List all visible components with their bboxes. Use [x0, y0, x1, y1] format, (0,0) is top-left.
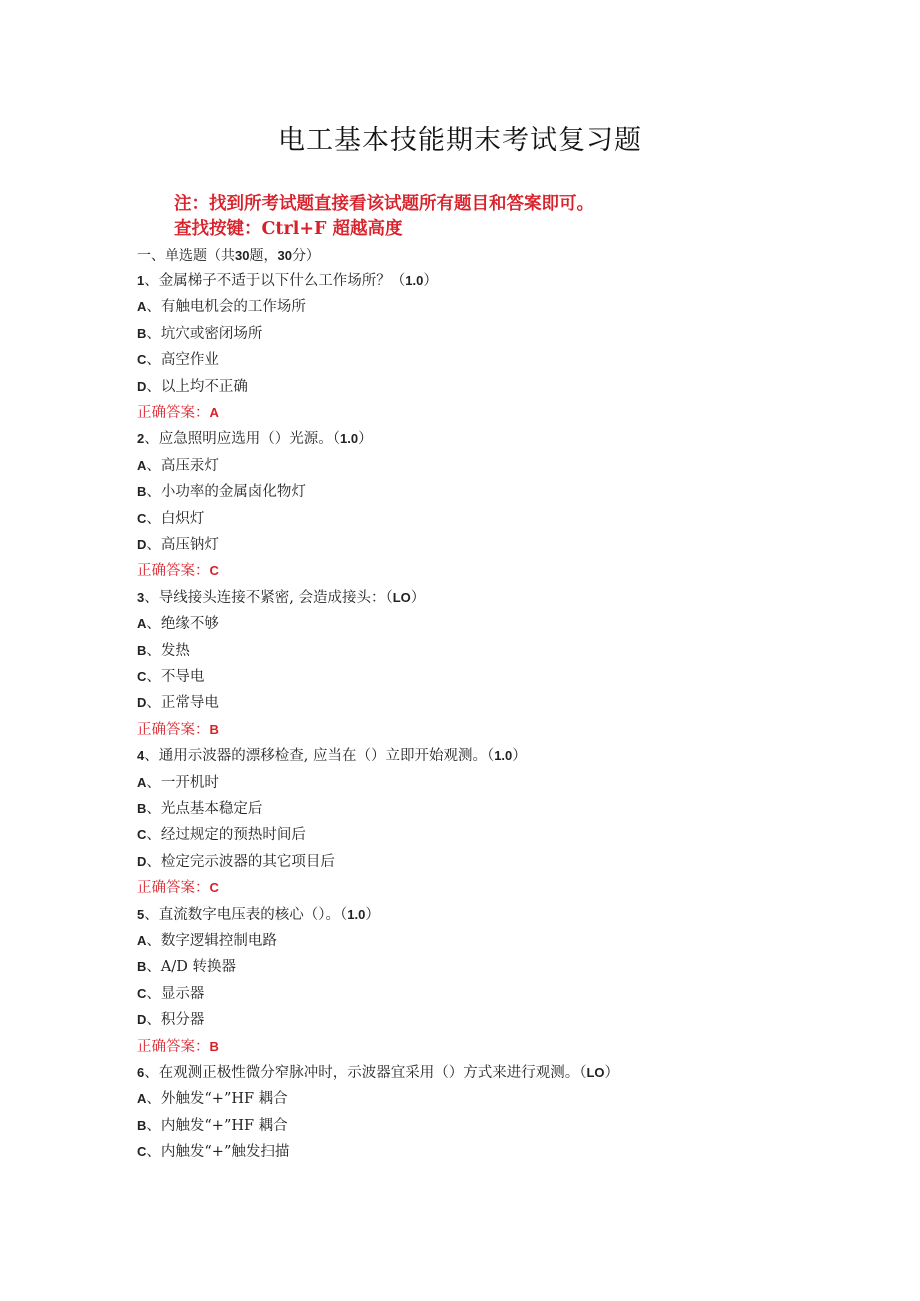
option-d: D、正常导电 [137, 695, 219, 712]
option-text: 有触电机会的工作场所 [160, 299, 306, 316]
question-separator: 、 [144, 273, 159, 289]
answer-label: 正确答案： [137, 1038, 210, 1055]
section-prefix: 一、单选题（共 [137, 248, 235, 264]
option-c: C、显示器 [137, 985, 205, 1002]
option-text: 发热 [160, 642, 190, 659]
section-middle: 题， [249, 248, 278, 264]
option-c: C、高空作业 [137, 352, 219, 369]
question-score: （LO） [579, 1065, 620, 1081]
option-letter: C [137, 669, 147, 684]
option-letter: A [137, 933, 147, 948]
question-text: 金属梯子不适于以下什么工作场所？ [158, 273, 391, 289]
option-c: C、不导电 [137, 669, 205, 685]
question-score: （1.0） [339, 906, 380, 923]
option-b: B、内触发“+”HF 耦合 [137, 1117, 288, 1134]
option-a: A、高压汞灯 [137, 457, 219, 474]
section-suffix: 分） [291, 248, 320, 264]
option-letter: C [137, 985, 147, 1001]
question-text: 直流数字电压表的核心（）。 [158, 906, 340, 923]
question-stem [137, 589, 425, 607]
option-letter: C [137, 352, 147, 368]
option-letter: D [137, 378, 147, 394]
correct-answer [137, 721, 219, 739]
answer-value: A [209, 405, 219, 420]
question-text: 导线接头连接不紧密, 会造成接头： [158, 589, 386, 606]
option-letter: B [137, 642, 147, 658]
page-title: 电工基本技能期末考试复习题 [278, 125, 642, 156]
option-text: 显示器 [160, 985, 205, 1002]
answer-value: C [209, 563, 219, 579]
answer-value: C [209, 880, 219, 896]
question-score: （1.0） [390, 273, 438, 289]
option-text: 一开机时 [160, 774, 219, 791]
option-letter: B [137, 801, 147, 816]
note-instruction: 注：找到所考试题直接看该试题所有题目和答案即可。 [174, 194, 594, 214]
option-letter: B [137, 484, 147, 500]
option-c: C、白炽灯 [137, 510, 205, 527]
option-letter: B [137, 959, 147, 975]
option-letter: D [137, 695, 147, 711]
question-separator: 、 [144, 431, 159, 448]
correct-answer [137, 562, 219, 580]
option-text: 小功率的金属卤化物灯 [160, 484, 306, 501]
question-number: 1 [137, 273, 145, 288]
question-separator: 、 [144, 906, 159, 923]
option-text: 以上均不正确 [160, 378, 248, 395]
option-letter: B [137, 1117, 147, 1133]
question-text: 在观测正极性微分窄脉冲时，示波器宜采用（）方式来进行观测。 [158, 1065, 580, 1081]
question-stem [137, 1064, 619, 1082]
correct-answer [137, 404, 219, 422]
option-text: 内触发“+”触发扫描 [160, 1144, 290, 1161]
option-text: 不导电 [160, 669, 205, 685]
question-stem [137, 747, 527, 765]
question-stem [137, 906, 380, 924]
section-score: 30 [277, 248, 292, 263]
answer-label: 正确答案： [137, 880, 210, 897]
option-b: B、发热 [137, 642, 190, 659]
question-score: （1.0） [486, 748, 527, 765]
option-a: A、数字逻辑控制电路 [137, 933, 277, 949]
question-number: 4 [137, 748, 145, 764]
option-text: 绝缘不够 [160, 616, 219, 633]
option-text: 正常导电 [160, 695, 219, 712]
option-text: A/D 转换器 [160, 959, 236, 976]
question-number: 6 [137, 1065, 145, 1080]
section-count: 30 [235, 248, 250, 263]
option-letter: C [137, 1144, 147, 1160]
option-text: 坑穴或密闭场所 [160, 325, 263, 342]
option-letter: D [137, 537, 147, 552]
answer-value: B [209, 721, 219, 737]
option-text: 数字逻辑控制电路 [160, 933, 277, 949]
option-letter: A [137, 616, 147, 632]
option-letter: A [137, 774, 147, 790]
question-stem [137, 272, 438, 290]
question-number: 2 [137, 431, 145, 447]
option-text: 外触发“+”HF 耦合 [160, 1091, 288, 1108]
option-letter: B [137, 325, 147, 341]
option-text: 白炽灯 [160, 510, 205, 527]
option-a: A、有触电机会的工作场所 [137, 299, 306, 316]
note-search-hint: 查找按键：Ctrl+F 超越高度 [174, 219, 403, 239]
question-score: （1.0） [332, 431, 373, 448]
option-letter: C [137, 827, 147, 843]
option-c: C、内触发“+”触发扫描 [137, 1144, 290, 1161]
question-stem [137, 430, 373, 448]
option-d: D、积分器 [137, 1012, 205, 1029]
option-letter: A [137, 457, 147, 473]
option-text: 高压汞灯 [160, 457, 219, 474]
option-text: 检定完示波器的其它项目后 [160, 853, 335, 870]
question-score: （LO） [385, 589, 426, 606]
option-d: D、高压钠灯 [137, 537, 219, 553]
answer-label: 正确答案： [137, 563, 210, 580]
answer-label: 正确答案： [137, 721, 210, 738]
question-number: 5 [137, 906, 145, 922]
correct-answer [137, 879, 219, 897]
option-c: C、经过规定的预热时间后 [137, 827, 306, 844]
section-heading [137, 245, 320, 265]
option-text: 高空作业 [160, 352, 219, 369]
option-text: 经过规定的预热时间后 [160, 827, 306, 844]
option-letter: D [137, 1012, 147, 1028]
option-a: A、外触发“+”HF 耦合 [137, 1091, 288, 1108]
answer-label: 正确答案： [137, 405, 210, 421]
option-letter: C [137, 510, 147, 526]
option-letter: D [137, 853, 147, 869]
option-letter: A [137, 299, 147, 315]
question-text: 通用示波器的漂移检查, 应当在（）立即开始观测。 [158, 748, 487, 765]
answer-value: B [209, 1038, 219, 1054]
option-text: 光点基本稳定后 [160, 801, 263, 817]
correct-answer [137, 1038, 219, 1056]
option-text: 积分器 [160, 1012, 205, 1029]
option-d: D、检定完示波器的其它项目后 [137, 853, 335, 870]
option-b: B、A/D 转换器 [137, 959, 236, 976]
option-letter: A [137, 1091, 147, 1107]
question-separator: 、 [144, 589, 159, 606]
option-a: A、一开机时 [137, 774, 219, 791]
option-b: B、光点基本稳定后 [137, 801, 263, 817]
option-text: 高压钠灯 [160, 537, 219, 553]
question-text: 应急照明应选用（）光源。 [158, 431, 333, 448]
question-separator: 、 [144, 1065, 159, 1081]
option-b: B、小功率的金属卤化物灯 [137, 484, 306, 501]
option-text: 内触发“+”HF 耦合 [160, 1117, 288, 1134]
option-a: A、绝缘不够 [137, 616, 219, 633]
option-d: D、以上均不正确 [137, 378, 248, 395]
question-separator: 、 [144, 748, 159, 765]
question-number: 3 [137, 589, 145, 605]
option-b: B、坑穴或密闭场所 [137, 325, 263, 342]
